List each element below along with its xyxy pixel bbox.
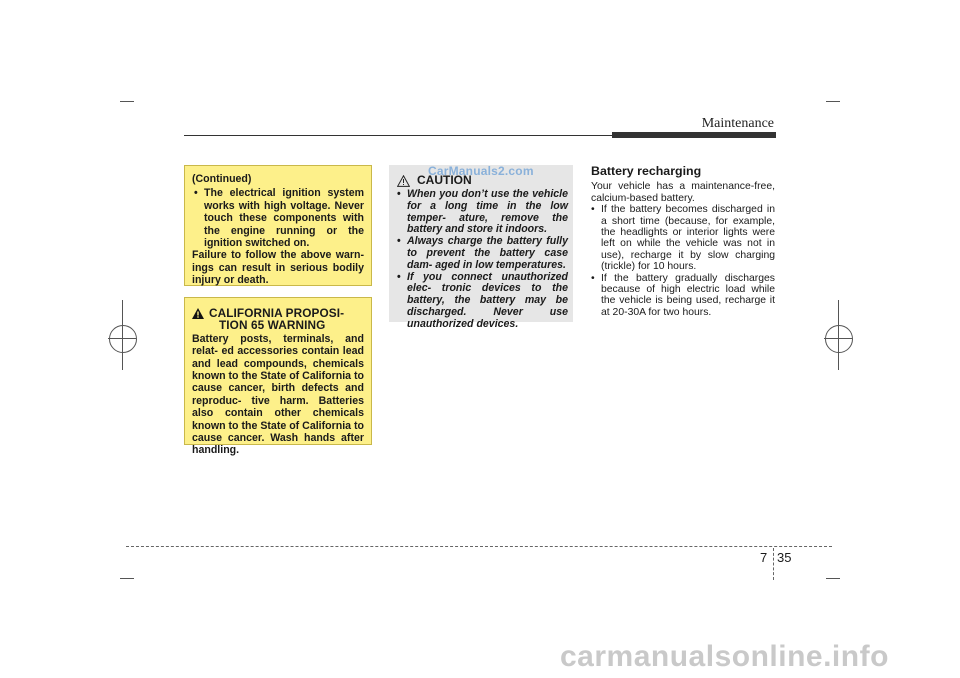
carmanuals-watermark: CarManuals2.com [428,164,534,178]
crop-mark-top-left [120,101,134,102]
battery-recharging-section [591,166,775,318]
warning-triangle-icon [192,308,204,319]
caution-title: CAUTION [417,173,472,188]
ignition-bullet: • The electrical ignition system works with high voltage. Never touch these components with the engine running or the ignition switched on. [192,187,364,249]
prop65-title-line1: CALIFORNIA PROPOSI- [209,306,345,320]
page-number: 35 [777,550,792,565]
caution-item-2: • Always charge the battery fully to prevent the battery case dam- aged in low temperatures. [397,236,568,271]
site-watermark: carmanualsonline.info [560,640,889,673]
footer-page-divider [773,548,774,580]
crop-mark-top-right [826,101,840,102]
prop65-body: Battery posts, terminals, and relat- ed accessories contain lead and lead compounds, chemicals known to the State of California to cause cancer, birth defects and reproduc- tive harm. Batteries also contain other chemicals known to the State of California to cause cancer. Wash hands after handling. [192,332,364,457]
recharging-heading: Battery recharging [591,164,702,178]
prop65-warning-box [184,297,372,457]
chapter-number: 7 [760,550,768,565]
caution-item-3: • If you connect unauthorized elec- tronic devices to the battery, the battery may be discharged. Never use unauthorized devices. [397,272,568,331]
registration-mark-right-circle [825,325,853,353]
recharging-item-2: • If the battery gradually discharges because of high electric load while the vehicle is being used, recharge it at 20-30A for two hours. [591,273,775,319]
crop-mark-bottom-right [826,578,840,579]
injury-warning: Failure to follow the above warn- ings can result in serious bodily injury or death. [192,249,364,287]
continued-warning-box [184,165,372,286]
footer-dashed-rule [126,546,832,547]
crop-mark-bottom-left [120,578,134,579]
prop65-title [192,307,364,332]
continued-label: (Continued) [192,173,252,185]
recharging-item-1: • If the battery becomes discharged in a short time (because, for example, the headlights or interior lights were left on while the vehicle was not in use), recharge it by slow charging (trickle) for 10 hours. [591,204,775,272]
prop65-title-line2: TION 65 WARNING [219,318,326,333]
caution-triangle-icon [397,175,410,187]
caution-item-1: • When you don’t use the vehicle for a long time in the low temper- ature, remove the battery and store it indoors. [397,189,568,236]
header-rule [184,135,612,136]
recharging-intro: Your vehicle has a maintenance-free, calcium-based battery. [591,181,775,204]
caution-box [389,165,573,330]
section-title: Maintenance [701,116,774,131]
registration-mark-left-circle [109,325,137,353]
header-bar [612,132,776,138]
